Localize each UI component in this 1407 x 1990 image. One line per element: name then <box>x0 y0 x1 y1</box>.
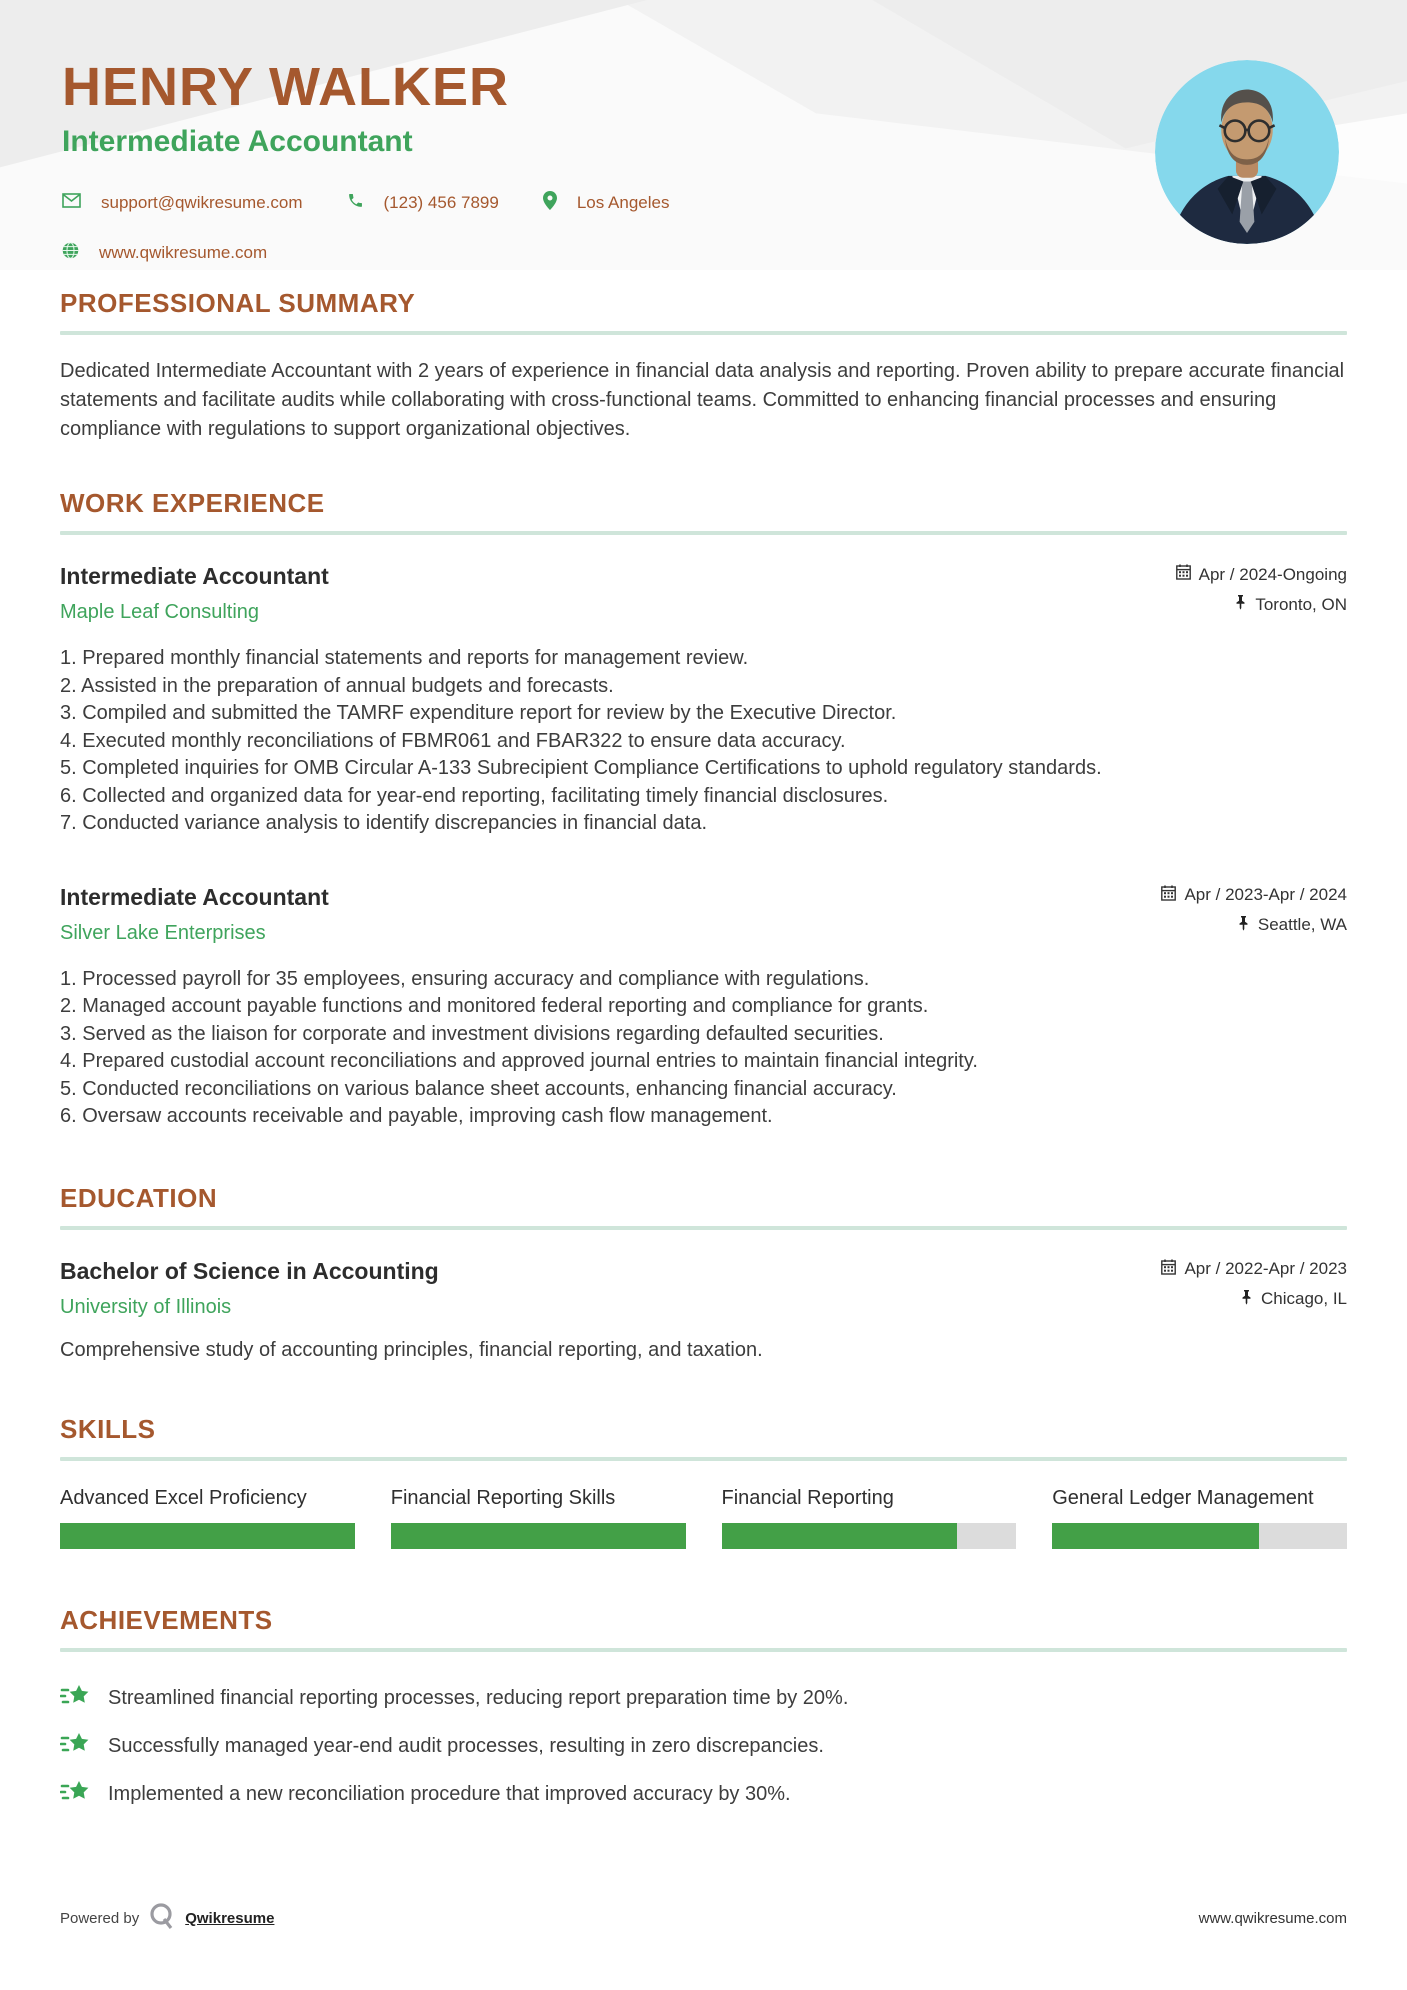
job-location: Seattle, WA <box>1257 915 1347 934</box>
job-bullet: 5. Conducted reconciliations on various balance sheet accounts, enhancing financial accuracy. <box>60 1077 897 1100</box>
achievement-item <box>60 1778 1347 1811</box>
skill-bar <box>60 1523 355 1549</box>
section-achievements <box>60 1605 1347 1811</box>
skill-bar-fill <box>722 1523 958 1549</box>
shooting-star-icon <box>60 1682 90 1715</box>
section-skills <box>60 1414 1347 1549</box>
education-description: Comprehensive study of accounting principles, financial reporting, and taxation. <box>60 1338 763 1361</box>
achievement-list <box>60 1682 1347 1811</box>
job-meta <box>1176 561 1347 615</box>
calendar-icon <box>1161 885 1176 906</box>
job-bullet: 5. Completed inquiries for OMB Circular A-133 Subrecipient Compliance Certifications to uphold regulatory standards. <box>60 757 1102 779</box>
job-bullet: 2. Assisted in the preparation of annual budgets and forecasts. <box>60 674 614 697</box>
contact-location: Los Angeles <box>576 193 670 213</box>
pushpin-icon <box>1237 915 1250 936</box>
skill-bar-fill <box>1052 1523 1258 1549</box>
skill-bar <box>1052 1523 1347 1549</box>
qwikresume-logo-icon <box>149 1902 175 1935</box>
job-company: Maple Leaf Consulting <box>60 601 260 623</box>
skill-bar <box>391 1523 686 1549</box>
globe-icon <box>62 242 79 264</box>
education-location: Chicago, IL <box>1261 1289 1347 1308</box>
summary-text: Dedicated Intermediate Accountant with 2 years of experience in financial data analysis and reporting. Proven ability to prepare accurate financial statements and facilitate audits while collaborating with cross-functional teams. Committed to enhancing financial processes and ensuring compliance with regulations to support organizational objectives. <box>60 360 1345 440</box>
phone-icon <box>347 192 364 214</box>
section-heading: EDUCATION <box>60 1182 218 1213</box>
job-location: Toronto, ON <box>1255 594 1347 614</box>
section-heading: ACHIEVEMENTS <box>60 1604 273 1635</box>
skill-item <box>1052 1485 1347 1549</box>
job-bullet: 4. Executed monthly reconciliations of FBMR061 and FBAR322 to ensure data accuracy. <box>60 729 846 752</box>
job-bullet: 3. Compiled and submitted the TAMRF expenditure report for review by the Executive Director. <box>60 702 897 724</box>
job-company: Silver Lake Enterprises <box>60 921 266 944</box>
calendar-icon <box>1176 564 1191 585</box>
skill-item <box>722 1485 1017 1549</box>
skill-label: General Ledger Management <box>1052 1486 1314 1509</box>
profile-photo <box>1155 60 1339 244</box>
person-title: Intermediate Accountant <box>62 125 413 159</box>
achievement-text: Successfully managed year-end audit processes, resulting in zero discrepancies. <box>108 1734 824 1757</box>
job-bullet: 1. Prepared monthly financial statements and reports for management review. <box>60 647 749 669</box>
achievement-item <box>60 1682 1347 1715</box>
school-name: University of Illinois <box>60 1295 232 1318</box>
section-divider <box>60 531 1347 535</box>
skills-grid <box>60 1485 1347 1549</box>
resume-body <box>0 288 1407 1811</box>
education-dates: Apr / 2022-Apr / 2023 <box>1184 1259 1347 1278</box>
skill-label: Financial Reporting Skills <box>390 1486 616 1509</box>
map-pin-icon <box>543 191 557 215</box>
shooting-star-icon <box>60 1778 90 1811</box>
shooting-star-icon <box>60 1730 90 1763</box>
section-divider <box>60 331 1347 335</box>
job-entry <box>60 561 1347 838</box>
contact-email: support@qwikresume.com <box>101 193 303 213</box>
skill-bar <box>722 1523 1017 1549</box>
section-divider <box>60 1457 1347 1461</box>
location-item <box>543 191 670 215</box>
section-heading: PROFESSIONAL SUMMARY <box>60 288 416 318</box>
calendar-icon <box>1161 1259 1176 1280</box>
section-heading: SKILLS <box>60 1413 156 1444</box>
contact-row <box>62 242 1407 264</box>
skill-bar-fill <box>391 1523 686 1549</box>
profile-photo-illustration <box>1155 60 1339 244</box>
achievement-item <box>60 1730 1347 1763</box>
skill-label: Financial Reporting <box>721 1486 894 1509</box>
job-bullet: 3. Served as the liaison for corporate and investment divisions regarding defaulted securities. <box>60 1022 884 1045</box>
person-name: HENRY WALKER <box>62 57 510 117</box>
education-meta <box>1161 1256 1347 1310</box>
job-bullets <box>60 966 1347 1131</box>
job-entry <box>60 882 1347 1131</box>
envelope-icon <box>62 193 81 213</box>
degree-title: Bachelor of Science in Accounting <box>60 1257 439 1284</box>
job-list <box>60 561 1347 1131</box>
footer-website: www.qwikresume.com <box>1198 1910 1347 1927</box>
job-dates: Apr / 2024-Ongoing <box>1198 564 1347 584</box>
section-work-experience <box>60 488 1347 1131</box>
job-dates: Apr / 2023-Apr / 2024 <box>1184 885 1347 904</box>
achievement-text: Implemented a new reconciliation procedure that improved accuracy by 30%. <box>108 1782 791 1805</box>
skill-item <box>391 1485 686 1549</box>
website-link[interactable] <box>62 242 267 264</box>
job-title: Intermediate Accountant <box>60 563 329 589</box>
job-bullet: 2. Managed account payable functions and monitored federal reporting and compliance for grants. <box>60 995 929 1017</box>
job-title: Intermediate Accountant <box>60 883 329 910</box>
job-bullet: 4. Prepared custodial account reconciliations and approved journal entries to maintain financial integrity. <box>60 1050 978 1072</box>
job-bullet: 6. Oversaw accounts receivable and payable, improving cash flow management. <box>60 1105 773 1127</box>
skill-bar-fill <box>60 1523 355 1549</box>
contact-phone: (123) 456 7899 <box>383 193 499 213</box>
achievement-text: Streamlined financial reporting processes, reducing report preparation time by 20%. <box>108 1686 849 1709</box>
pushpin-icon <box>1234 594 1247 615</box>
job-bullet: 1. Processed payroll for 35 employees, ensuring accuracy and compliance with regulations. <box>60 967 870 990</box>
phone-link[interactable] <box>347 192 499 214</box>
section-professional-summary <box>60 288 1347 444</box>
powered-by-label: Powered by <box>60 1910 140 1927</box>
section-education <box>60 1183 1347 1364</box>
skill-label: Advanced Excel Proficiency <box>60 1486 307 1509</box>
skill-item <box>60 1485 355 1549</box>
section-divider <box>60 1648 1347 1652</box>
header <box>0 0 1407 270</box>
pushpin-icon <box>1240 1289 1253 1310</box>
email-link[interactable] <box>62 193 303 213</box>
contact-website: www.qwikresume.com <box>99 243 268 263</box>
education-entry <box>60 1256 1347 1364</box>
job-meta <box>1161 882 1347 936</box>
section-heading: WORK EXPERIENCE <box>60 488 325 518</box>
section-divider <box>60 1226 1347 1230</box>
job-bullet: 6. Collected and organized data for year-end reporting, facilitating timely financial disclosures. <box>60 784 889 807</box>
job-bullet: 7. Conducted variance analysis to identify discrepancies in financial data. <box>60 812 708 834</box>
qwikresume-brand-link[interactable]: Qwikresume <box>185 1910 275 1927</box>
job-bullets <box>60 645 1347 838</box>
footer <box>60 1902 1347 1935</box>
